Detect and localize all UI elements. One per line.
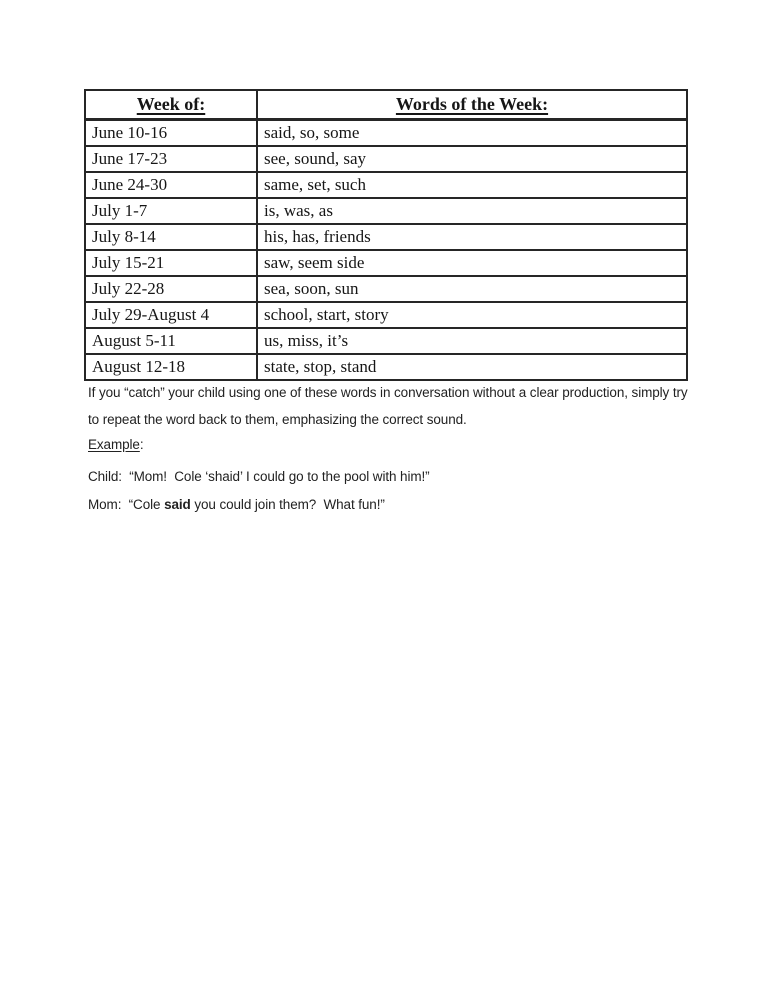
week-cell: August 12-18	[85, 354, 257, 380]
words-cell: same, set, such	[257, 172, 687, 198]
week-of-header	[85, 90, 257, 120]
table-row	[85, 250, 687, 276]
table-row	[85, 354, 687, 380]
words-of-week-table	[84, 89, 688, 381]
table-row	[85, 120, 687, 147]
table-row	[85, 146, 687, 172]
mom-quote-bold-word: said	[164, 497, 191, 512]
week-of-header-label: Week of:	[136, 93, 206, 114]
words-cell: his, has, friends	[257, 224, 687, 250]
instruction-paragraph: If you “catch” your child using one of these words in conversation without a clear production, simply try to repeat the word back to them, emphasizing the correct sound.	[88, 385, 688, 427]
words-cell: said, so, some	[257, 120, 687, 147]
week-cell: June 24-30	[85, 172, 257, 198]
words-of-week-header	[257, 90, 687, 120]
child-quote-line: Child: “Mom! Cole ‘shaid’ I could go to the pool with him!”	[88, 469, 430, 484]
words-cell: school, start, story	[257, 302, 687, 328]
words-cell: see, sound, say	[257, 146, 687, 172]
words-cell: us, miss, it’s	[257, 328, 687, 354]
week-cell: August 5-11	[85, 328, 257, 354]
mom-quote-after: you could join them? What fun!”	[190, 497, 385, 512]
week-cell: July 1-7	[85, 198, 257, 224]
week-cell: July 29-August 4	[85, 302, 257, 328]
table-row	[85, 302, 687, 328]
table-row	[85, 224, 687, 250]
week-cell: June 10-16	[85, 120, 257, 147]
words-cell: state, stop, stand	[257, 354, 687, 380]
mom-quote-before: Mom: “Cole	[88, 497, 165, 512]
words-cell: saw, seem side	[257, 250, 687, 276]
mom-quote-line	[88, 496, 728, 514]
table-header-row	[85, 90, 687, 120]
example-heading-colon: :	[139, 437, 144, 452]
example-heading	[88, 436, 143, 454]
table-row	[85, 276, 687, 302]
week-cell: July 8-14	[85, 224, 257, 250]
words-cell: sea, soon, sun	[257, 276, 687, 302]
example-heading-label: Example	[88, 437, 140, 452]
words-of-week-header-label: Words of the Week:	[395, 93, 549, 114]
table-row	[85, 198, 687, 224]
week-cell: July 22-28	[85, 276, 257, 302]
table-row	[85, 328, 687, 354]
table-row	[85, 172, 687, 198]
words-cell: is, was, as	[257, 198, 687, 224]
week-cell: July 15-21	[85, 250, 257, 276]
week-cell: June 17-23	[85, 146, 257, 172]
